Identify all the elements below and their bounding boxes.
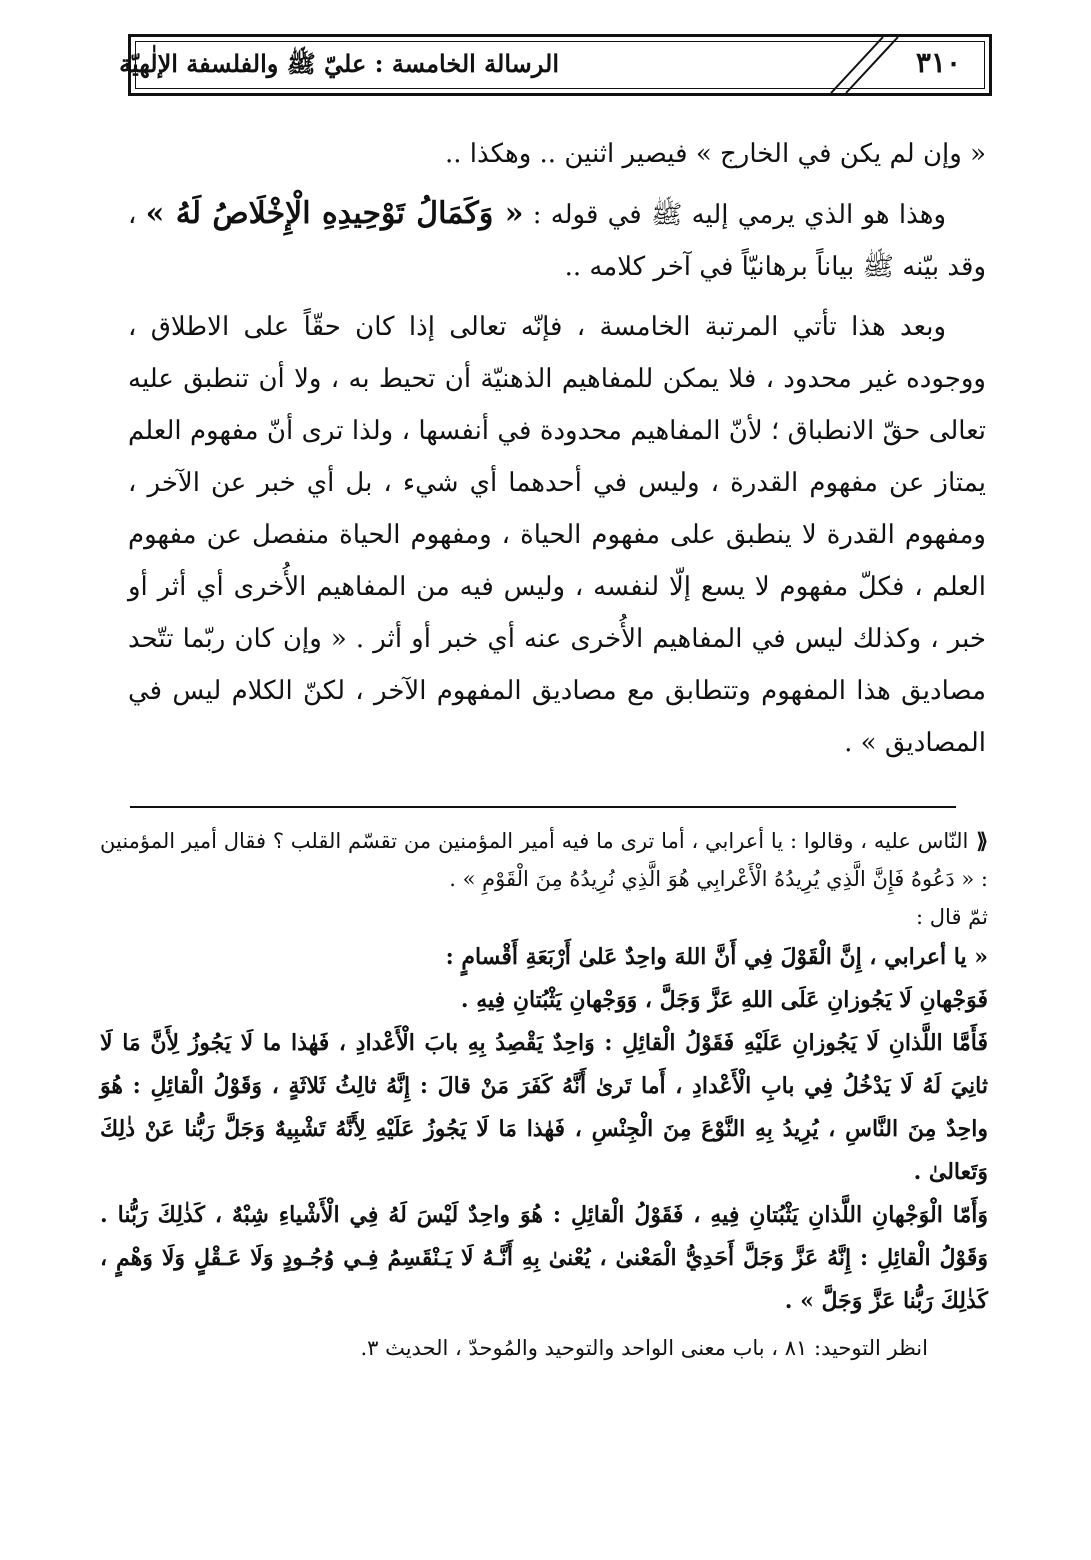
running-title: الرسالة الخامسة : عليّ ﷺ والفلسفة الإلٰهيّة: [119, 49, 559, 78]
running-header: [119, 34, 992, 96]
footnote-line-2: ثمّ قال :: [916, 905, 988, 929]
footnote-reference: انظر التوحيد: ٨١ ، باب معنى الواحد والتوحيد والمُوحدّ ، الحديث ٣.: [360, 1336, 928, 1360]
continuation-mark: ⟪: [976, 828, 988, 853]
footnote-separator: [130, 806, 956, 808]
paragraph-2-intro: وهذا هو الذي يرمي إليه ﷺ في قوله :: [523, 200, 947, 230]
footnote-line-3: « يا أعرابي ، إِنَّ الْقَوْلَ فِي أَنَّ اللهَ واحِدٌ عَلىٰ أَرْبَعَةِ أَقْسامٍ :: [445, 944, 988, 970]
footnote-line-1-text: النّاس عليه ، وقالوا : يا أعرابي ، أما ترى ما فيه أمير المؤمنين من تقسّم القلب ؟ فقال أمير المؤمنين : « دَعُوهُ فَإِنَّ الَّذِي يُرِيدُهُ الْأَعْرابِي هُوَ الَّذِي نُرِيدُهُ مِنَ الْقَوْمِ » .: [100, 829, 988, 891]
paragraph-2-rest: ، وقد بيّنه ﷺ بياناً برهانيّاً في آخر كلامه ..: [128, 200, 986, 282]
hadith-quote: « وَكَمَالُ تَوْحِيدِهِ الْإِخْلَاصُ لَهُ »: [145, 196, 524, 231]
footnote-line-4: فَوَجْهانِ لَا يَجُوزانِ عَلَى اللهِ عَزَّ وَجَلَّ ، وَوَجْهانِ يَثْبُتانِ فِيهِ .: [460, 987, 988, 1013]
footnote-line-6: وَأَمّا الْوَجْهانِ اللَّذانِ يَثْبُتانِ فِيهِ ، فَقَوْلُ الْقائِلِ : هُوَ واحِدٌ لَيْسَ لَهُ فِي الْأَشْياءِ شِبْهٌ ، كَذٰلِكَ رَبُّنا . وَقَوْلُ الْقائِلِ : إِنَّهُ عَزَّ وَجَلَّ أَحَدِيُّ الْمَعْنىٰ ، يُعْنىٰ بِهِ أَنَّـهُ لَا يَـنْقَسِمُ فِـي وُجُـودٍ وَلَا عَـقْلٍ وَلَا وَهْمٍ ، كَذٰلِكَ رَبُّنا عَزَّ وَجَلَّ » .: [100, 1202, 988, 1314]
main-text: [128, 128, 986, 777]
paragraph-2: [128, 188, 986, 293]
paragraph-1: « وإن لم يكن في الخارج » فيصير اثنين .. وهكذا ..: [444, 139, 986, 169]
paragraph-3: وبعد هذا تأتي المرتبة الخامسة ، فإنّه تعالى إذا كان حقّاً على الاطلاق ، ووجوده غير محدود ، فلا يمكن للمفاهيم الذهنيّة أن تحيط به ، ولا أن تنطبق عليه تعالى حقّ الانطباق ؛ لأنّ المفاهيم محدودة في أنفسها ، ولذا ترى أنّ مفهوم العلم يمتاز عن مفهوم القدرة ، وليس في أحدهما أي شيء ، بل أي خبر عن الآخر ، ومفهوم القدرة لا ينطبق على مفهوم الحياة ، ومفهوم الحياة منفصل عن مفهوم العلم ، فكلّ مفهوم لا يسع إلّا لنفسه ، وليس فيه من المفاهيم الأُخرى أي أثر أو خبر ، وكذلك ليس في المفاهيم الأُخرى عنه أي خبر أو أثر . « وإن كان ربّما تتّحد مصاديق هذا المفهوم وتتطابق مع مصاديق المفهوم الآخر ، لكنّ الكلام ليس في المصاديق » .: [128, 312, 986, 758]
footnote-line-5: فَأَمَّا اللَّذانِ لَا يَجُوزانِ عَلَيْهِ فَقَوْلُ الْقائِلِ : وَاحِدٌ يَقْصِدُ بِهِ بابَ الْأَعْدادِ ، فَهٰذا ما لَا يَجُوزُ لِأَنَّ مَا لَا ثانِيَ لَهُ لَا يَدْخُلُ فِي بابِ الْأَعْدادِ ، أَما تَرىٰ أَنَّهُ كَفَرَ مَنْ قالَ : إِنَّهُ ثالِثُ ثَلاثَةٍ ، وَقَوْلُ الْقائِلِ : هُوَ واحِدٌ مِنَ النَّاسِ ، يُرِيدُ بِهِ النَّوْعَ مِنَ الْجِنْسِ ، فَهٰذا مَا لَا يَجُوزُ عَلَيْهِ لِأَنَّهُ تَشْبِيهٌ وَجَلَّ رَبُّنا عَنْ ذٰلِكَ وَتَعالىٰ .: [100, 1030, 988, 1185]
page-number: ٣١٠: [915, 46, 961, 79]
footnote-line-1: [100, 822, 988, 898]
footnotes: [100, 822, 988, 1367]
